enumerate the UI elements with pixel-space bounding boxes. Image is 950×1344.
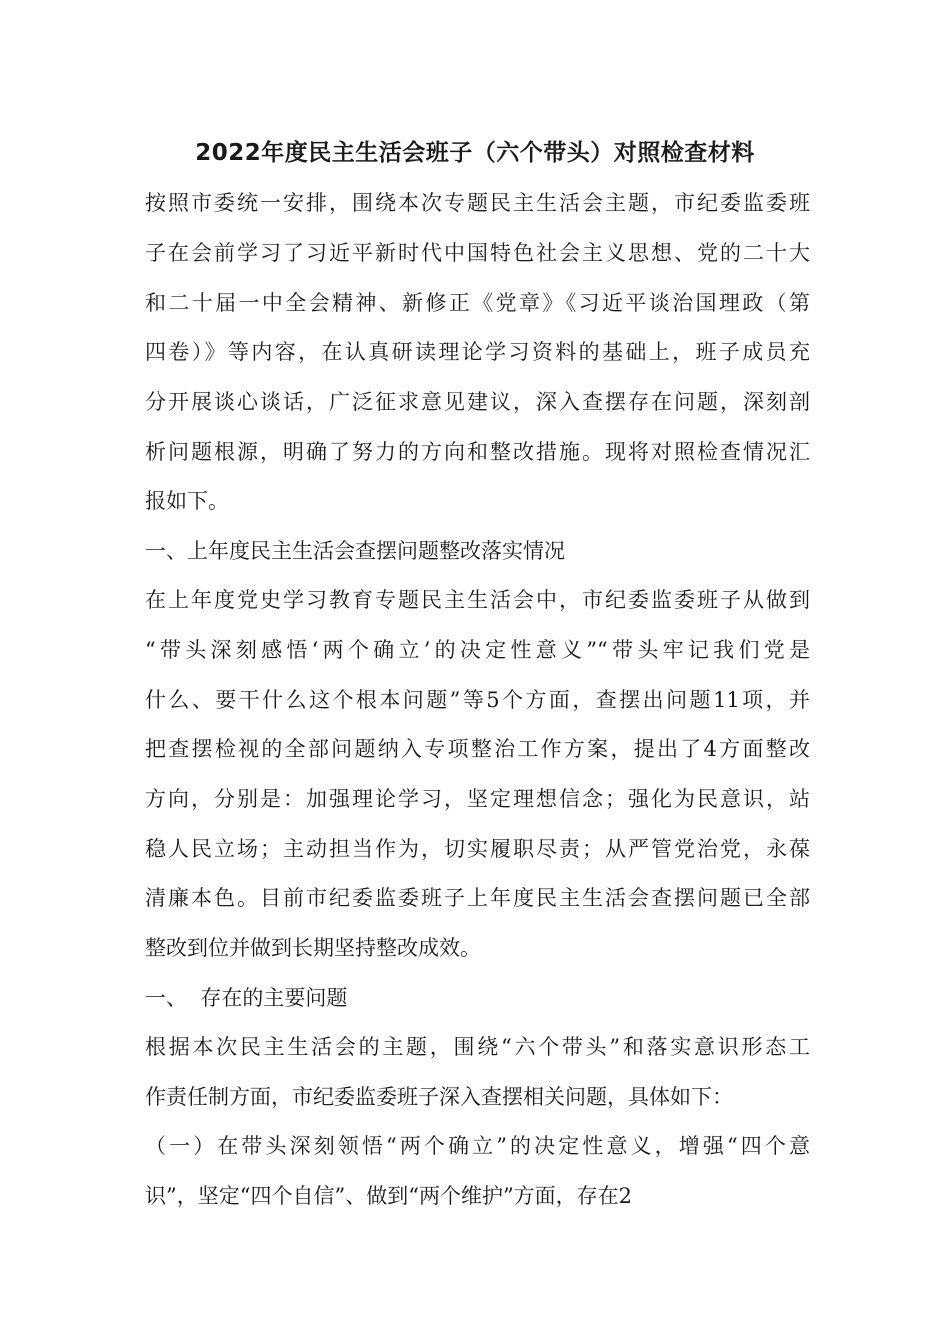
- body-line: 分开展谈心谈话，广泛征求意见建议，深入查摆存在问题，深刻剖: [145, 390, 810, 414]
- body-line: 稳人民立场；主动担当作为，切实履职尽责；从严管党治党，永葆: [145, 837, 810, 861]
- body-line: 识”，坚定“四个自信”、做到“两个维护”方面，存在2: [145, 1184, 633, 1208]
- body-line: 析问题根源，明确了努力的方向和整改措施。现将对照检查情况汇: [145, 440, 810, 464]
- body-line: 在上年度党史学习教育专题民主生活会中，市纪委监委班子从做到: [145, 588, 810, 612]
- body-line: 按照市委统一安排，围绕本次专题民主生活会主题，市纪委监委班: [145, 191, 810, 215]
- body-line: 什么、要干什么这个根本问题”等5个方面，查摆出问题11项，并: [145, 688, 810, 712]
- body-line: 作责任制方面，市纪委监委班子深入查摆相关问题，具体如下：: [145, 1085, 733, 1109]
- body-line: 四卷）》等内容，在认真研读理论学习资料的基础上，班子成员充: [145, 340, 810, 364]
- body-line: 整改到位并做到长期坚持整改成效。: [145, 936, 481, 960]
- body-line: 报如下。: [145, 489, 229, 513]
- section-heading: 一、 存在的主要问题: [145, 986, 348, 1010]
- body-line: 子在会前学习了习近平新时代中国特色社会主义思想、党的二十大: [145, 241, 810, 265]
- body-line: 清廉本色。目前市纪委监委班子上年度民主生活会查摆问题已全部: [145, 886, 810, 910]
- body-line: （一）在带头深刻领悟“两个确立”的决定性意义，增强“四个意: [145, 1134, 810, 1158]
- document-title: 2022年度民主生活会班子（六个带头）对照检查材料: [195, 140, 755, 166]
- section-heading: 一、上年度民主生活会查摆问题整改落实情况: [145, 539, 565, 563]
- body-line: 把查摆检视的全部问题纳入专项整治工作方案，提出了4方面整改: [145, 737, 810, 761]
- body-line: “带头深刻感悟‘两个确立’的决定性意义”“带头牢记我们党是: [145, 638, 810, 662]
- body-line: 和二十届一中全会精神、新修正《党章》《习近平谈治国理政（第: [145, 291, 810, 315]
- body-line: 方向，分别是：加强理论学习，坚定理想信念；强化为民意识，站: [145, 787, 810, 811]
- body-line: 根据本次民主生活会的主题，围绕“六个带头”和落实意识形态工: [145, 1035, 810, 1059]
